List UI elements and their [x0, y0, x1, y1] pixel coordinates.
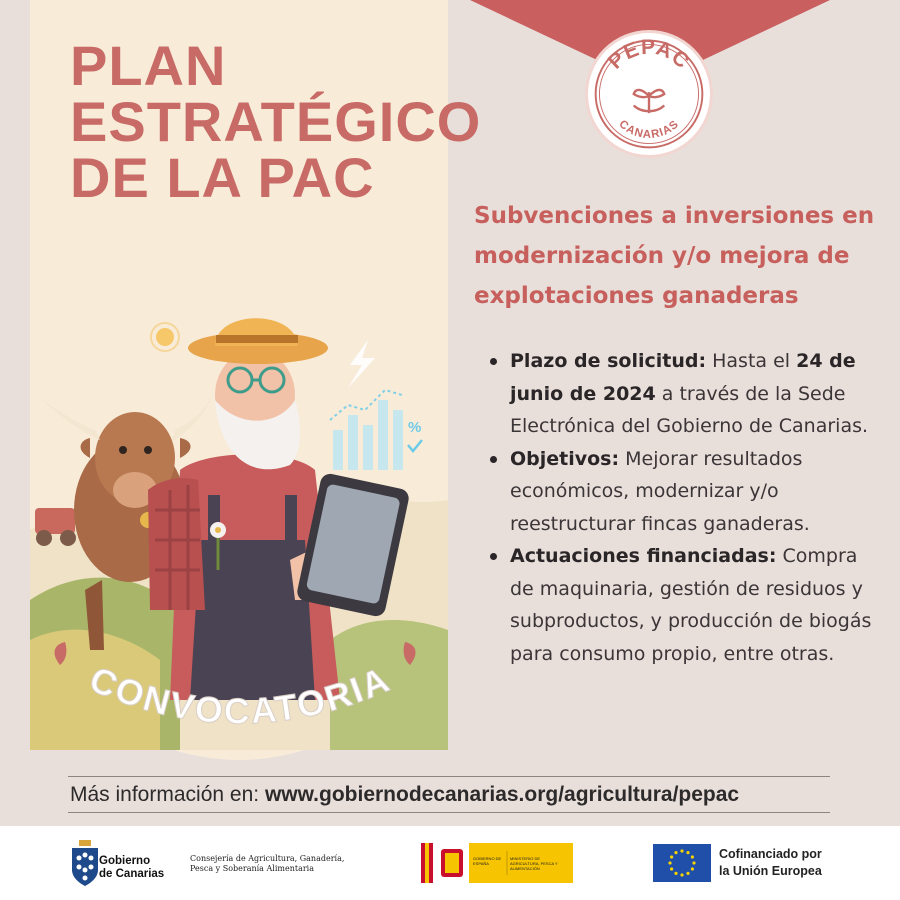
bar-chart-icon — [330, 390, 403, 470]
list-item — [490, 443, 885, 541]
details-list — [490, 345, 885, 670]
title-line-1: PLAN — [70, 34, 227, 97]
bullet-date: 24 de junio de 2024 — [510, 350, 856, 405]
info-prefix: Más información en: — [70, 783, 260, 806]
list-item — [490, 345, 885, 443]
bullet-text: Hasta el — [712, 350, 797, 372]
pepac-canarias-logo — [585, 30, 713, 158]
bullet-text: Compra de maquinaria, gestión de residuos y subproductos, y producción de biogás para consumo propio, entre otras. — [510, 545, 872, 665]
title-line-2: ESTRATÉGICO — [70, 90, 482, 153]
canarias-shield-icon — [70, 840, 100, 888]
info-link[interactable]: www.gobiernodecanarias.org/agricultura/pepac — [264, 783, 740, 806]
check-icon — [408, 440, 422, 451]
gobierno-line-1: Gobierno — [99, 855, 151, 867]
eu-line-1: Cofinanciado por — [719, 847, 822, 861]
spain-shield-icon — [441, 849, 463, 877]
divider — [68, 812, 830, 813]
gobierno-canarias-name — [99, 855, 164, 881]
eu-line-2: la Unión Europea — [719, 864, 822, 878]
bullet-label: Plazo de solicitud: — [510, 350, 707, 372]
ministry-label: MINISTERIO DE AGRICULTURA, PESCA Y ALIMENTACIÓN — [510, 856, 558, 871]
consejeria-name: Consejería de Agricultura, Ganadería, Pesca y Soberanía Alimentaria — [190, 854, 345, 873]
eu-cofunding-label — [719, 846, 822, 880]
bullet-label: Actuaciones financiadas: — [510, 545, 777, 567]
eu-stars-icon — [653, 844, 711, 882]
convocatoria-stamp — [60, 662, 420, 752]
svg-text:CONVOCATORIA — [84, 662, 397, 732]
bullet-text: Mejorar resultados económicos, modernizar y/o reestructurar fincas ganaderas. — [510, 447, 810, 535]
page-title — [70, 34, 482, 209]
bullet-text: a través de la Sede Electrónica del Gobierno de Canarias. — [510, 382, 869, 437]
spain-government-label: GOBIERNO DE ESPAÑA — [473, 856, 502, 866]
divider — [68, 776, 830, 777]
sprout-icon — [634, 90, 665, 113]
logo-line-2: CANARIAS — [616, 118, 682, 141]
gobierno-line-2: de Canarias — [99, 868, 165, 880]
subtitle: Subvenciones a inversiones en modernización y/o mejora de explotaciones ganaderas — [474, 203, 875, 309]
convocatoria-label: CONVOCATORIA — [83, 662, 397, 732]
svg-text:PEPAC — [604, 36, 694, 74]
list-item — [490, 540, 885, 670]
more-info — [70, 781, 840, 809]
lightning-icon — [348, 340, 375, 388]
logo-line-1: PEPAC — [603, 35, 695, 74]
title-line-3: DE LA PAC — [70, 146, 375, 209]
percent-icon: % — [408, 419, 422, 436]
sun-icon — [151, 323, 179, 351]
bullet-label: Objetivos: — [510, 447, 620, 470]
